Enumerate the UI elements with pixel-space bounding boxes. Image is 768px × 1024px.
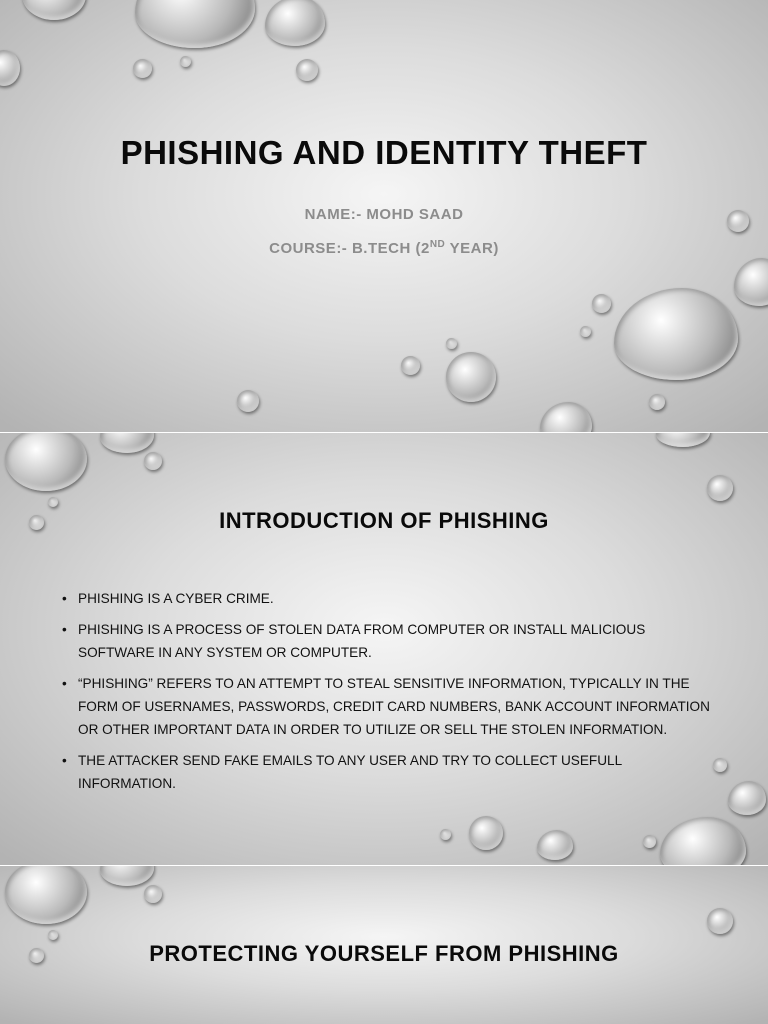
slide-heading: INTRODUCTION OF PHISHING [219,508,549,533]
slide-heading: PROTECTING YOURSELF FROM PHISHING [149,941,619,966]
water-drop [643,835,656,848]
water-drop [22,0,86,20]
water-drop [734,258,768,306]
bullet-item: • “PHISHING” REFERS TO AN ATTEMPT TO STEAL SENSITIVE INFORMATION, TYPICALLY IN THE FORM OF USERNAMES, PASSWORDS, CREDIT CARD NUMBERS, BANK ACCOUNT INFORMATION OR OTHER IMPORTANT DATA IN ORDER TO UTILIZE OR SELL THE STOLEN INFORMATION. [62,672,710,741]
water-drop [237,390,259,412]
water-drop [537,830,573,860]
water-drop [265,0,325,46]
author-name: NAME:- MOHD SAAD [304,206,464,223]
slide-title [0,0,768,432]
bullet-list [62,587,710,803]
water-drop [144,452,162,470]
water-drop [180,56,191,67]
course-superscript: ND [429,239,446,250]
water-drop [446,352,496,402]
water-drop [0,50,20,86]
water-drop [540,402,592,432]
course-info [0,239,768,257]
bullet-item: • THE ATTACKER SEND FAKE EMAILS TO ANY USER AND TRY TO COLLECT USEFULL INFORMATION. [62,749,710,795]
water-drop [707,475,733,501]
water-drop [296,59,318,81]
water-drop [580,326,591,337]
water-drop [592,294,611,313]
course-prefix: COURSE:- B.TECH (2 [269,240,430,257]
water-drop [100,433,154,453]
water-drop [5,866,87,924]
bullet-item: • PHISHING IS A CYBER CRIME. [62,587,710,610]
water-drop [446,338,457,349]
water-drop [100,866,154,886]
slide-protection [0,866,768,1024]
water-drop [707,908,733,934]
water-drop [728,781,766,815]
slide-title-heading: PHISHING AND IDENTITY THEFT [120,134,648,171]
bullet-item: • PHISHING IS A PROCESS OF STOLEN DATA FROM COMPUTER OR INSTALL MALICIOUS SOFTWARE IN ANY SYSTEM OR COMPUTER. [62,618,710,664]
water-drop [656,433,710,447]
water-drop [5,433,87,491]
water-drop [48,930,58,940]
water-drop [469,816,503,850]
water-drop [649,394,665,410]
course-suffix: YEAR) [445,240,499,257]
water-drop [614,288,738,380]
water-drop [660,817,746,865]
slide-introduction [0,433,768,865]
water-drop [401,356,420,375]
water-drop [144,885,162,903]
water-drop [48,497,58,507]
water-drop [133,59,152,78]
water-drop [135,0,255,48]
water-drop [713,758,727,772]
water-drop [440,829,451,840]
